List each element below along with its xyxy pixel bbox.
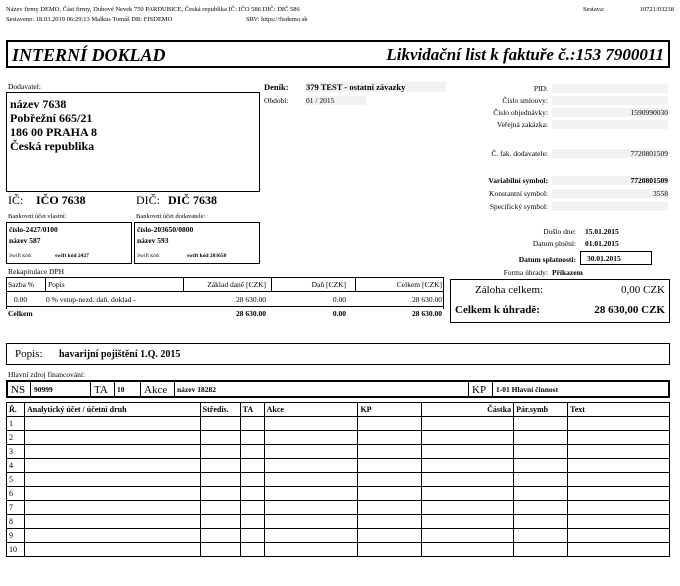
row-number: 10 bbox=[7, 543, 25, 557]
ledger-h-account: Analytický účet / účetní druh bbox=[24, 403, 200, 417]
dic-value: DIČ 7638 bbox=[168, 193, 218, 207]
pid-value bbox=[552, 84, 668, 93]
vat-h-dan: Daň [CZK] bbox=[311, 280, 346, 289]
ledger-h-stredis: Středis. bbox=[200, 403, 240, 417]
zaloha-label: Záloha celkem: bbox=[475, 284, 544, 296]
ledger-h-parsymb: Pár.symb bbox=[514, 403, 568, 417]
ledger-h-row: Ř. bbox=[7, 403, 25, 417]
vat-row-dan: 0.00 bbox=[332, 295, 346, 304]
table-row bbox=[7, 473, 670, 487]
bank-own-label: Bankovní účet vlastní: bbox=[8, 213, 67, 220]
sestava-label: Sestava: bbox=[583, 6, 605, 13]
kp-value: 1-01 Hlavní činnost bbox=[496, 385, 559, 394]
totals-box bbox=[450, 279, 670, 323]
table-row bbox=[7, 487, 670, 501]
ta-label: TA bbox=[94, 384, 108, 396]
doslo-label: Došlo dne: bbox=[543, 227, 576, 236]
ledger-h-text: Text bbox=[568, 403, 670, 417]
row-number: 2 bbox=[7, 431, 25, 445]
supplier-label: Dodavatel: bbox=[8, 82, 41, 91]
row-number: 3 bbox=[7, 445, 25, 459]
ss-label: Specifický symbol: bbox=[489, 202, 548, 211]
table-row bbox=[7, 515, 670, 529]
vat-total-label: Celkem bbox=[8, 309, 33, 318]
ledger-h-akce: Akce bbox=[264, 403, 358, 417]
bank-own-name: název 587 bbox=[9, 236, 41, 245]
ledger-header-row bbox=[7, 403, 670, 417]
vs-value: 7720801509 bbox=[552, 176, 668, 185]
forma-label: Forma úhrady: bbox=[503, 268, 548, 277]
pid-label: PID: bbox=[533, 84, 548, 93]
splatnost-label: Datum splatnosti: bbox=[518, 255, 576, 264]
title-left: INTERNÍ DOKLAD bbox=[12, 45, 166, 65]
ledger-h-kp: KP bbox=[358, 403, 422, 417]
supplier-box bbox=[6, 92, 260, 192]
forma-value: Příkazem bbox=[552, 268, 583, 277]
bank-sup-swift-label: Swift kód: bbox=[137, 253, 161, 259]
vat-h-popis: Popis bbox=[48, 280, 65, 289]
title-right: Likvidační list k faktuře č.:153 7900011 bbox=[386, 45, 664, 64]
bank-sup-box bbox=[134, 222, 260, 264]
fak-dodavatele-value: 7720801509 bbox=[552, 149, 668, 158]
vat-row-zaklad: 28 630.00 bbox=[236, 295, 266, 304]
table-row bbox=[7, 543, 670, 557]
zakazka-label: Veřejná zakázka: bbox=[496, 120, 548, 129]
bank-own-box bbox=[6, 222, 132, 264]
popis-label: Popis: bbox=[15, 348, 43, 360]
zakazka-value bbox=[552, 120, 668, 129]
table-row bbox=[7, 529, 670, 543]
uhrada-label: Celkem k úhradě: bbox=[455, 304, 540, 316]
financing-title: Hlavní zdroj financování: bbox=[8, 370, 86, 379]
plneni-value: 01.01.2015 bbox=[585, 239, 619, 248]
vat-h-celkem: Celkem [CZK] bbox=[396, 280, 442, 289]
row-number: 9 bbox=[7, 529, 25, 543]
row-number: 8 bbox=[7, 515, 25, 529]
row-number: 4 bbox=[7, 459, 25, 473]
objednavka-label: Číslo objednávky: bbox=[493, 108, 548, 117]
vat-total-celkem: 28 630.00 bbox=[412, 309, 442, 318]
ks-value: 3558 bbox=[552, 189, 668, 198]
ico-label: IČ: bbox=[8, 193, 24, 207]
bank-sup-label: Bankovní účet dodavatele: bbox=[136, 213, 206, 220]
ledger-h-castka: Částka bbox=[422, 403, 514, 417]
supplier-city: 186 00 PRAHA 8 bbox=[10, 125, 97, 139]
popis-box bbox=[6, 343, 670, 365]
vat-total-zaklad: 28 630.00 bbox=[236, 309, 266, 318]
table-row bbox=[7, 417, 670, 431]
ico-value: IČO 7638 bbox=[36, 193, 86, 207]
dic-label: DIČ: bbox=[136, 193, 160, 207]
bank-sup-name: název 593 bbox=[137, 236, 169, 245]
doslo-value: 15.01.2015 bbox=[585, 227, 619, 236]
table-row bbox=[7, 445, 670, 459]
bank-sup-swift-value: swift kód 203650 bbox=[187, 253, 227, 259]
bank-own-swift-label: Swift kód: bbox=[9, 253, 33, 259]
supplier-name: název 7638 bbox=[10, 97, 67, 111]
objednavka-value: 1590990030 bbox=[552, 108, 668, 117]
denik-label: Deník: bbox=[264, 82, 289, 92]
financing-bar bbox=[6, 380, 670, 398]
vat-total-line bbox=[6, 306, 444, 307]
title-bar bbox=[6, 40, 670, 68]
table-row bbox=[7, 501, 670, 515]
ledger-h-ta: TA bbox=[240, 403, 264, 417]
srv-line: SRV: https://fisdemo.sk bbox=[246, 16, 308, 23]
zaloha-value: 0,00 CZK bbox=[621, 284, 665, 296]
fak-dodavatele-label: Č. fak. dodavatele: bbox=[491, 149, 548, 158]
row-number: 7 bbox=[7, 501, 25, 515]
row-number: 6 bbox=[7, 487, 25, 501]
ns-label: NS bbox=[11, 384, 26, 396]
vat-row-popis: 0 % vstup-nezd. daň. doklad - bbox=[46, 295, 136, 304]
bank-own-account: číslo-2427/0100 bbox=[9, 225, 58, 234]
date-line: Sestaveno: 18.03.2019 06:29:13 Malkus Tomáš DB: FISDEMO bbox=[6, 16, 173, 23]
smlouva-value bbox=[552, 96, 668, 105]
ns-value: 90999 bbox=[34, 385, 53, 394]
denik-value: 379 TEST - ostatní závazky bbox=[306, 82, 446, 92]
vat-total-dan: 0.00 bbox=[332, 309, 346, 318]
row-number: 1 bbox=[7, 417, 25, 431]
vat-title: Rekapitulace DPH bbox=[8, 267, 65, 276]
row-number: 5 bbox=[7, 473, 25, 487]
akce-value: název 18282 bbox=[177, 385, 216, 394]
uhrada-value: 28 630,00 CZK bbox=[594, 304, 665, 316]
vs-label: Variabilní symbol: bbox=[488, 176, 548, 185]
kp-label: KP bbox=[472, 384, 487, 396]
ks-label: Konstantní symbol: bbox=[489, 189, 548, 198]
ledger-table bbox=[6, 402, 670, 557]
smlouva-label: Číslo smlouvy: bbox=[502, 96, 548, 105]
splatnost-value: 30.01.2015 bbox=[580, 251, 652, 265]
ss-value bbox=[552, 202, 668, 211]
table-row bbox=[7, 459, 670, 473]
company-line: Název firmy DEMO, Část firmy, Dubové Nevek 750 PARDUBICE, Česká republika IČ: IČO 586 DIČ: DIČ 586 bbox=[6, 6, 300, 13]
vat-grid bbox=[6, 277, 444, 309]
supplier-street: Pobřežní 665/21 bbox=[10, 111, 93, 125]
vat-h-sazba: Sazba % bbox=[8, 280, 35, 289]
sestava-value: 10721/03238 bbox=[639, 6, 674, 13]
akce-label: Akce bbox=[144, 384, 168, 396]
ta-value: 10 bbox=[117, 385, 125, 394]
supplier-country: Česká republika bbox=[10, 139, 95, 153]
obdobi-label: Období: bbox=[264, 96, 289, 105]
plneni-label: Datum plnění: bbox=[532, 239, 576, 248]
obdobi-value: 01 / 2015 bbox=[306, 96, 366, 105]
bank-sup-account: číslo-203650/0800 bbox=[137, 225, 194, 234]
popis-value: havarijní pojištění 1.Q. 2015 bbox=[59, 349, 181, 360]
vat-row-sazba: 0.00 bbox=[14, 295, 28, 304]
vat-row-celkem: 28 630.00 bbox=[412, 295, 442, 304]
vat-h-zaklad: Základ daně [CZK] bbox=[207, 280, 266, 289]
table-row bbox=[7, 431, 670, 445]
bank-own-swift-value: swift kód 2427 bbox=[55, 253, 89, 259]
